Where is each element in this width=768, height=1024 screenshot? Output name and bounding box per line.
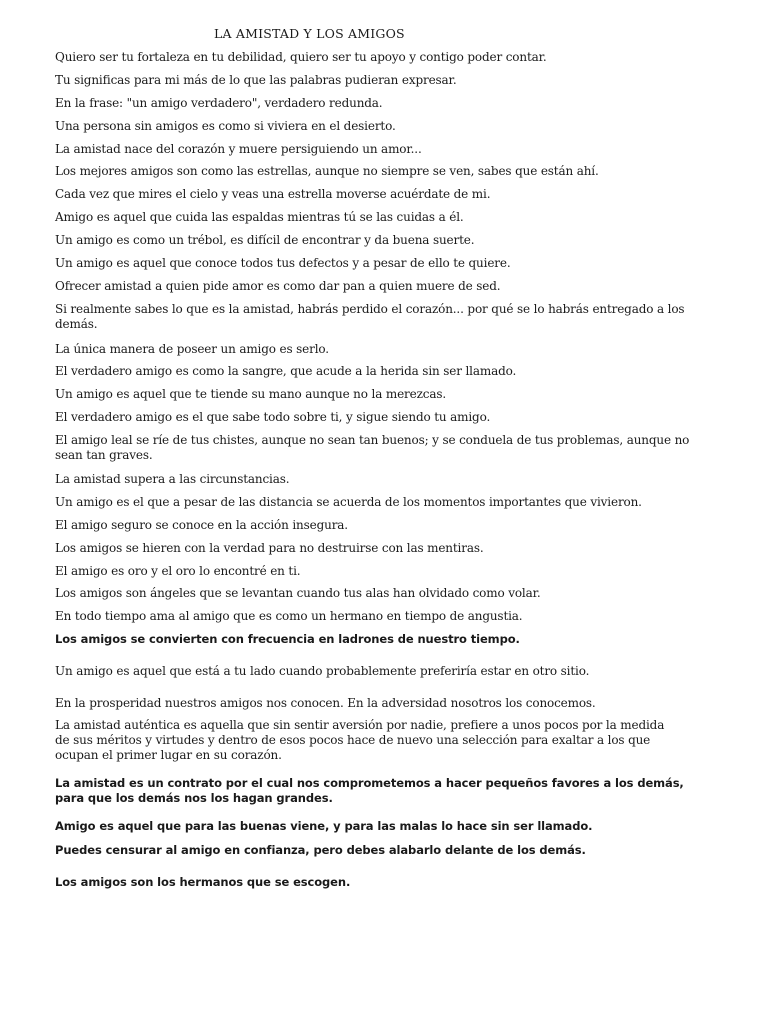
quote-line: Los amigos se hieren con la verdad para no destruirse con las mentiras.: [55, 541, 484, 555]
quote-line: Los amigos se convierten con frecuencia en ladrones de nuestro tiempo.: [55, 632, 520, 646]
quote-line: En todo tiempo ama al amigo que es como un hermano en tiempo de angustia.: [55, 609, 523, 623]
quote-line: Los amigos son ángeles que se levantan cuando tus alas han olvidado como volar.: [55, 586, 541, 600]
quote-line: Tu significas para mi más de lo que las palabras pudieran expresar.: [55, 73, 457, 87]
quote-line: Puedes censurar al amigo en confianza, pero debes alabarlo delante de los demás.: [55, 843, 586, 857]
quote-line: El amigo leal se ríe de tus chistes, aunque no sean tan buenos; y se conduela de tus problemas, aunque no sean tan graves.: [55, 433, 690, 462]
quote-line: En la prosperidad nuestros amigos nos conocen. En la adversidad nosotros los conocemos.: [55, 696, 596, 710]
quote-line: Quiero ser tu fortaleza en tu debilidad, quiero ser tu apoyo y contigo poder contar.: [55, 50, 547, 64]
quote-line: Los amigos son los hermanos que se escogen.: [55, 875, 351, 889]
quote-line: Una persona sin amigos es como si viviera en el desierto.: [55, 119, 396, 133]
quote-line: El verdadero amigo es como la sangre, que acude a la herida sin ser llamado.: [55, 364, 517, 378]
quote-line: Ofrecer amistad a quien pide amor es como dar pan a quien muere de sed.: [55, 279, 501, 293]
quote-line: Un amigo es aquel que conoce todos tus defectos y a pesar de ello te quiere.: [55, 256, 511, 270]
quote-line: Los mejores amigos son como las estrellas, aunque no siempre se ven, sabes que están ahí.: [55, 164, 599, 178]
quote-line: El amigo es oro y el oro lo encontré en ti.: [55, 564, 301, 578]
quote-line: El amigo seguro se conoce en la acción insegura.: [55, 518, 348, 532]
quote-line: En la frase: "un amigo verdadero", verdadero redunda.: [55, 96, 383, 110]
quote-line: La única manera de poseer un amigo es serlo.: [55, 342, 329, 356]
page-title: LA AMISTAD Y LOS AMIGOS: [214, 26, 405, 41]
quote-line: Un amigo es aquel que te tiende su mano aunque no la merezcas.: [55, 387, 446, 401]
quote-line: Un amigo es el que a pesar de las distancia se acuerda de los momentos importantes que vivieron.: [55, 495, 642, 509]
quote-line: Si realmente sabes lo que es la amistad, habrás perdido el corazón... por qué se lo habrás entregado a los demás.: [55, 302, 685, 331]
quote-line: La amistad auténtica es aquella que sin sentir aversión por nadie, prefiere a unos pocos por la medida de sus méritos y virtudes y dentro de esos pocos hace de nuevo una selección para exaltar a los que ocupan el primer lugar en su corazón.: [55, 718, 665, 762]
quote-line: Amigo es aquel que para las buenas viene, y para las malas lo hace sin ser llamado.: [55, 819, 593, 833]
quote-line: Cada vez que mires el cielo y veas una estrella moverse acuérdate de mi.: [55, 187, 491, 201]
quote-line: La amistad supera a las circunstancias.: [55, 472, 290, 486]
quote-line: El verdadero amigo es el que sabe todo sobre ti, y sigue siendo tu amigo.: [55, 410, 491, 424]
quote-line: La amistad es un contrato por el cual nos comprometemos a hacer pequeños favores a los demás, para que los demás nos los hagan grandes.: [55, 776, 684, 805]
quote-line: Amigo es aquel que cuida las espaldas mientras tú se las cuidas a él.: [55, 210, 464, 224]
quote-line: Un amigo es como un trébol, es difícil de encontrar y da buena suerte.: [55, 233, 475, 247]
quote-line: La amistad nace del corazón y muere persiguiendo un amor...: [55, 142, 422, 156]
quote-line: Un amigo es aquel que está a tu lado cuando probablemente preferiría estar en otro sitio.: [55, 664, 590, 678]
